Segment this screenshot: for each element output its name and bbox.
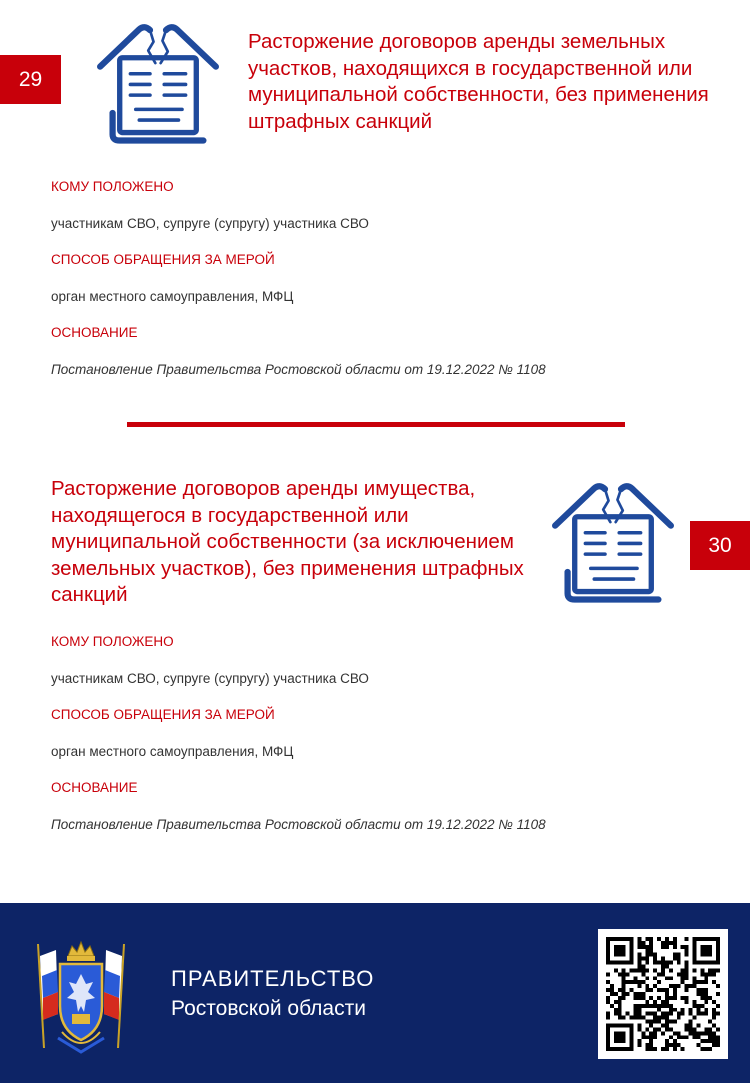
org-subtitle: Ростовской области: [171, 997, 366, 1020]
torn-document-house-icon: [93, 15, 223, 145]
coat-of-arms-icon: [22, 936, 140, 1058]
footer: [0, 903, 750, 1083]
method-value: орган местного самоуправления, МФЦ: [51, 744, 294, 759]
item-number-badge: 29: [0, 55, 61, 104]
qr-code[interactable]: [598, 929, 728, 1059]
item-title: Расторжение договоров аренды земельных участков, находящихся в государственной или муниципальной собственности, без применения штрафных санкций: [248, 30, 709, 133]
method-label: СПОСОБ ОБРАЩЕНИЯ ЗА МЕРОЙ: [51, 707, 275, 722]
org-title: ПРАВИТЕЛЬСТВО: [171, 966, 375, 991]
who-value: участникам СВО, супруге (супругу) участника СВО: [51, 216, 369, 231]
item-details: [51, 633, 701, 834]
who-label: КОМУ ПОЛОЖЕНО: [51, 634, 174, 649]
basis-value: Постановление Правительства Ростовской области от 19.12.2022 № 1108: [51, 817, 546, 832]
basis-label: ОСНОВАНИЕ: [51, 780, 138, 795]
who-value: участникам СВО, супруге (супругу) участника СВО: [51, 671, 369, 686]
basis-label: ОСНОВАНИЕ: [51, 325, 138, 340]
who-label: КОМУ ПОЛОЖЕНО: [51, 179, 174, 194]
torn-document-house-icon: [548, 474, 678, 604]
method-label: СПОСОБ ОБРАЩЕНИЯ ЗА МЕРОЙ: [51, 252, 275, 267]
item-title: Расторжение договоров аренды имущества, находящегося в государственной или муниципальной собственности (за исключением земельных участков), без применения штрафных санкций: [51, 477, 524, 606]
basis-value: Постановление Правительства Ростовской области от 19.12.2022 № 1108: [51, 362, 546, 377]
qr-code-icon: [606, 937, 720, 1051]
item-number-badge: 30: [690, 521, 750, 570]
item-details: [51, 178, 701, 379]
section-divider: [127, 422, 625, 427]
method-value: орган местного самоуправления, МФЦ: [51, 289, 294, 304]
